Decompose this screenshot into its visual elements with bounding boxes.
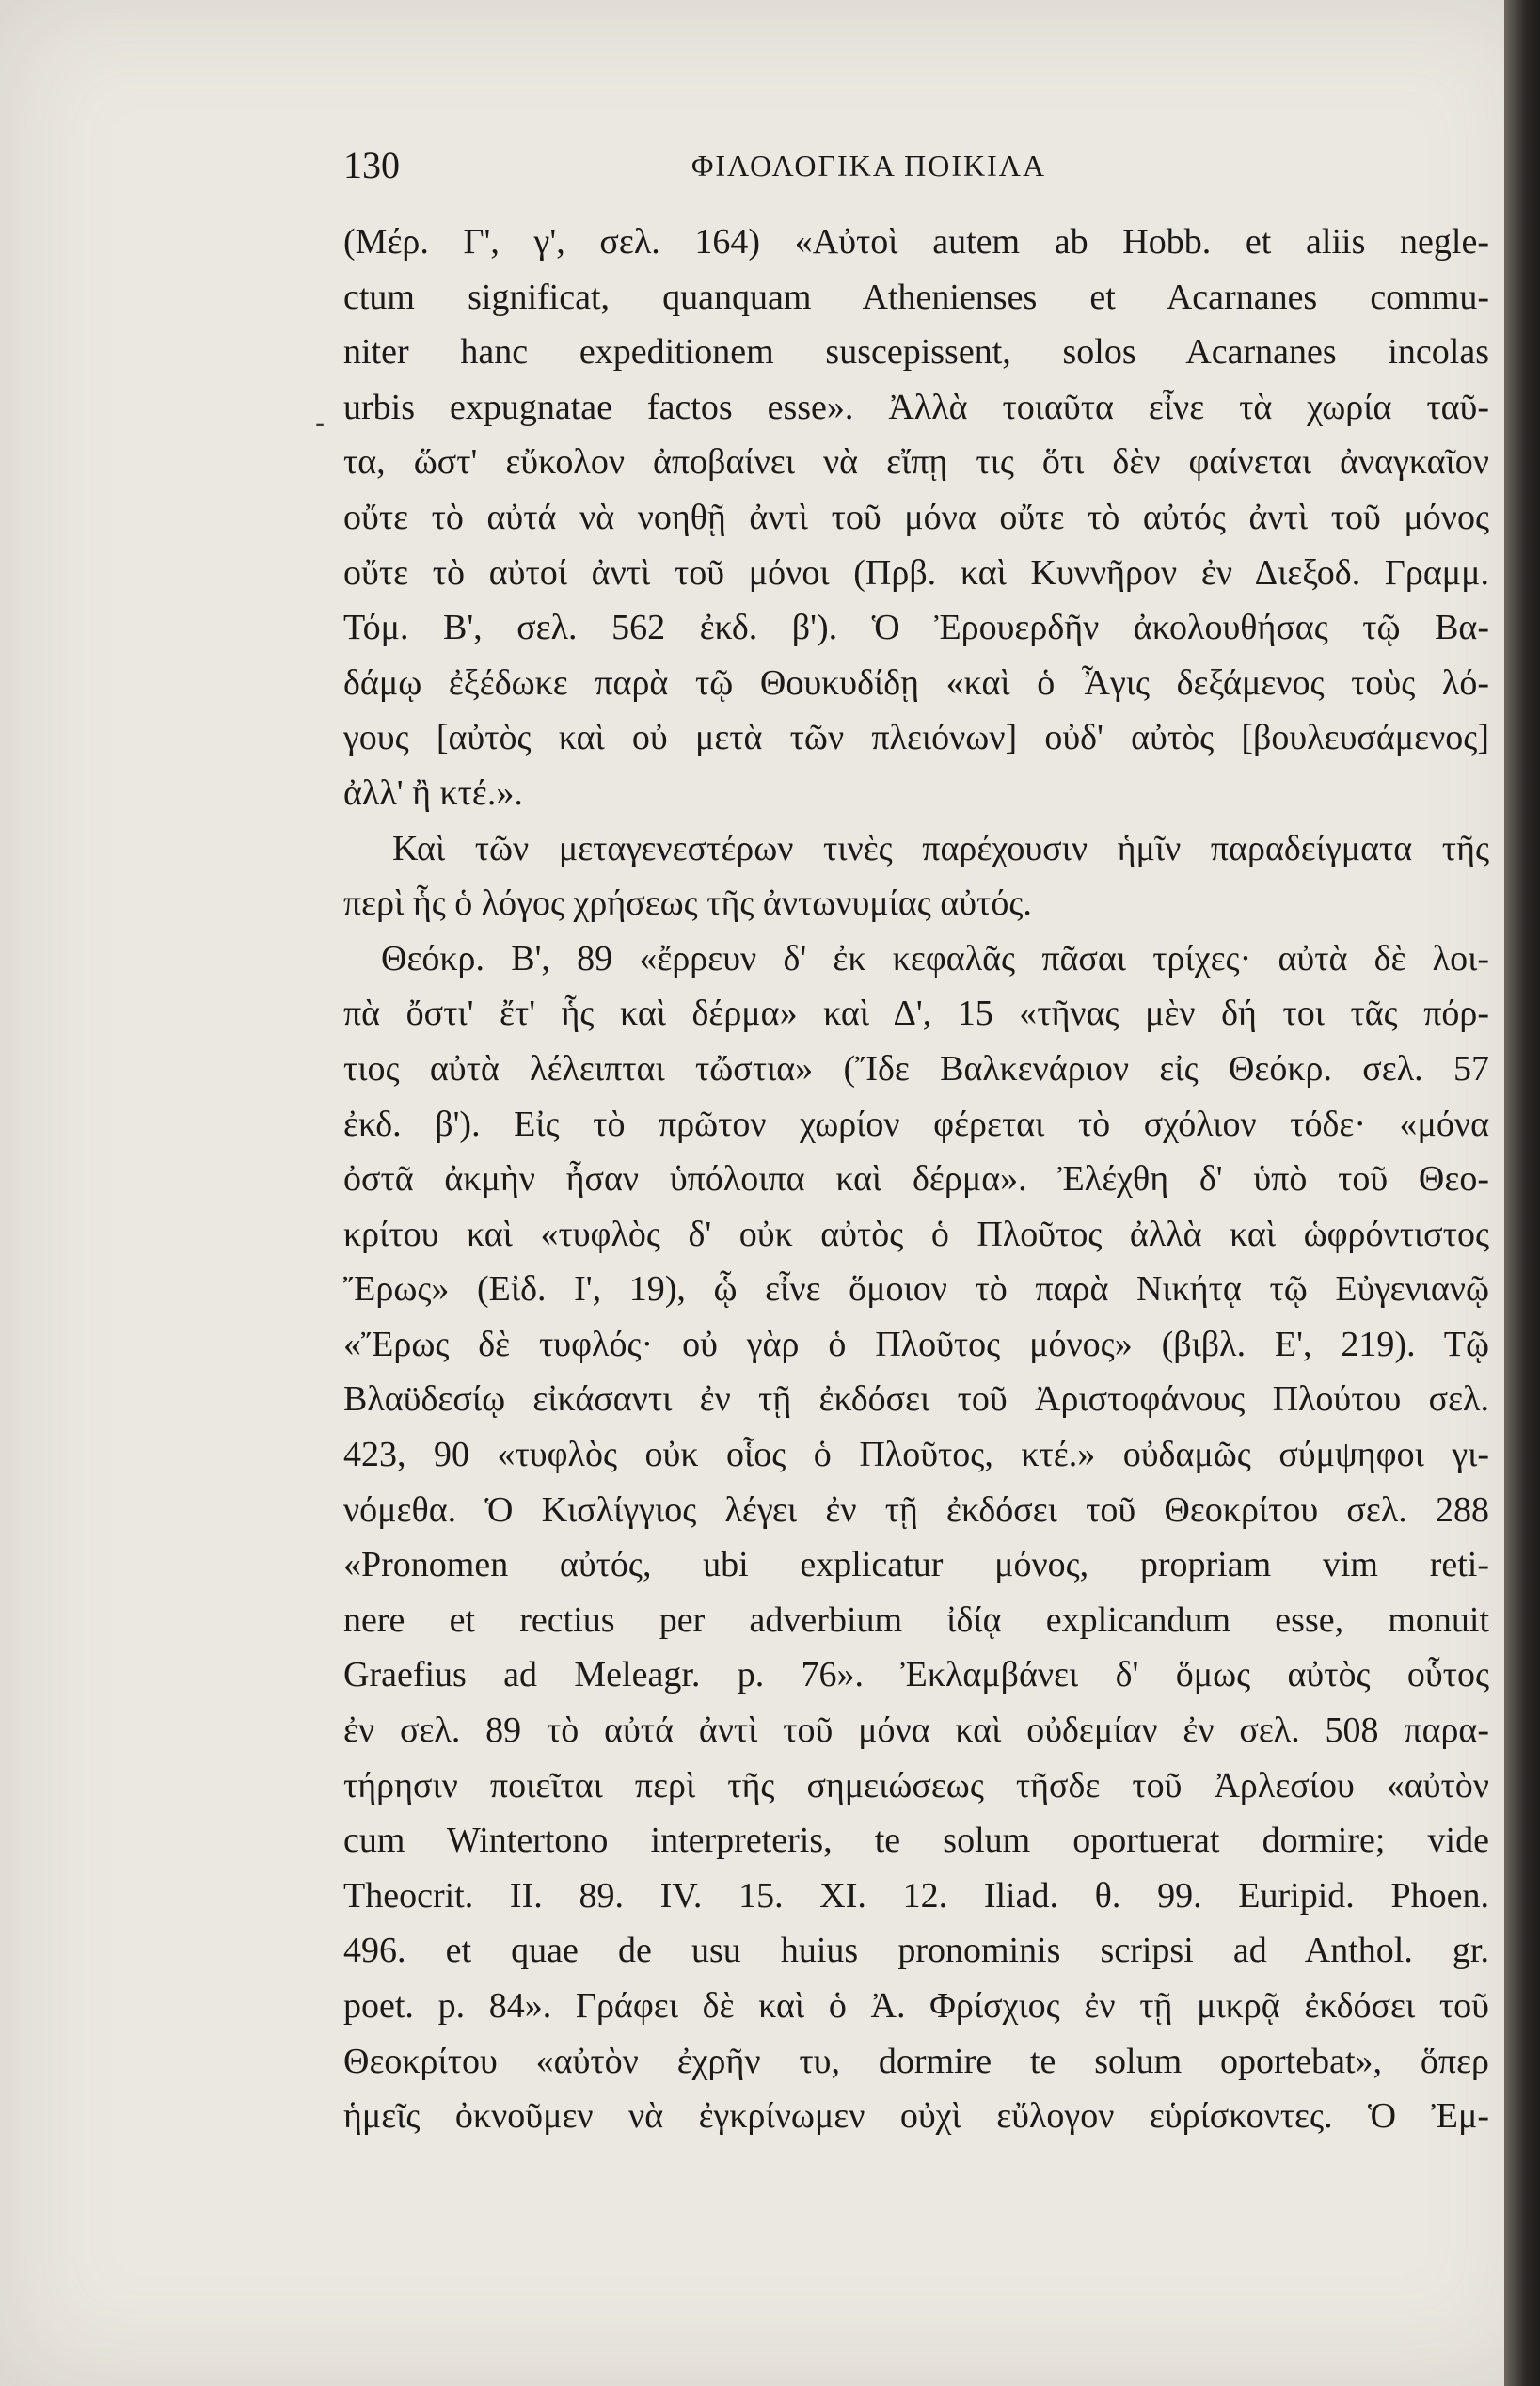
- text-line: περὶ ἧς ὁ λόγος χρήσεως τῆς ἀντωνυμίας αὐτός.: [343, 883, 1032, 924]
- text-line: 423, 90 «τυφλὸς οὐκ οἷος ὁ Πλοῦτος, κτέ.» οὐδαμῶς σύμψηφοι γι-: [343, 1435, 1489, 1475]
- page-header: [343, 143, 1486, 190]
- text-line: Ἔρως» (Εἰδ. Ι', 19), ᾧ εἶνε ὅμοιον τὸ παρὰ Νικήτᾳ τῷ Εὐγενιανῷ: [343, 1269, 1489, 1310]
- text-line: 496. et quae de usu huius pronominis scripsi ad Anthol. gr.: [343, 1931, 1489, 1971]
- text-line: nere et rectius per adverbium ἰδίᾳ explicandum esse, monuit: [343, 1599, 1489, 1640]
- text-line: ὀστᾶ ἀκμὴν ἦσαν ὑπόλοιπα καὶ δέρμα». Ἐλέχθη δ' ὑπὸ τοῦ Θεο-: [343, 1159, 1489, 1200]
- text-line: Θεόκρ. Β', 89 «ἔρρευν δ' ἐκ κεφαλᾶς πᾶσαι τρίχες· αὐτὰ δὲ λοι-: [381, 938, 1489, 978]
- text-line: τα, ὥστ' εὔκολον ἀποβαίνει νὰ εἴπῃ τις ὅτι δὲν φαίνεται ἀναγκαῖον: [343, 442, 1489, 483]
- text-line: Θεοκρίτου «αὐτὸν ἐχρῆν τυ, dormire te solum oportebat», ὅπερ: [343, 2041, 1489, 2081]
- text-line: Τόμ. Β', σελ. 562 ἐκδ. β'). Ὁ Ἐρουερδῆν ἀκολουθήσας τῷ Βα-: [343, 608, 1489, 648]
- text-line: cum Wintertono interpreteris, te solum oportuerat dormire; vide: [343, 1821, 1489, 1861]
- text-line: κρίτου καὶ «τυφλὸς δ' οὐκ αὐτὸς ὁ Πλοῦτος ἀλλὰ καὶ ὡφρόντιστος: [343, 1214, 1489, 1254]
- text-line: ctum significat, quanquam Athenienses et Acarnanes commu-: [343, 277, 1489, 317]
- text-line: ἐκδ. β'). Εἰς τὸ πρῶτον χωρίον φέρεται τὸ σχόλιον τόδε· «μόνα: [343, 1104, 1489, 1144]
- text-line: τήρησιν ποιεῖται περὶ τῆς σημειώσεως τῆσδε τοῦ Ἀρλεσίου «αὐτὸν: [343, 1765, 1489, 1805]
- margin-mark: -: [315, 407, 325, 440]
- text-line: «Ἔρως δὲ τυφλός· οὐ γὰρ ὁ Πλοῦτος μόνος» (βιβλ. Ε', 219). Τῷ: [343, 1324, 1489, 1364]
- text-line: urbis expugnatae factos esse». Ἀλλὰ τοιαῦτα εἶνε τὰ χωρία ταῦ-: [343, 387, 1489, 427]
- text-line: ἐν σελ. 89 τὸ αὐτά ἀντὶ τοῦ μόνα καὶ οὐδεμίαν ἐν σελ. 508 παρα-: [343, 1710, 1489, 1751]
- text-line: Graefius ad Meleagr. p. 76». Ἐκλαμβάνει δ' ὅμως αὐτὸς οὗτος: [343, 1655, 1489, 1695]
- text-line: niter hanc expeditionem suscepissent, solos Acarnanes incolas: [343, 332, 1489, 373]
- text-line: Theocrit. II. 89. IV. 15. XI. 12. Iliad. θ. 99. Euripid. Phoen.: [343, 1875, 1489, 1916]
- text-line: «Pronomen αὐτός, ubi explicatur μόνος, propriam vim reti-: [343, 1545, 1489, 1585]
- running-title: ΦΙΛΟΛΟΓΙΚΑ ΠΟΙΚΙΛΑ: [691, 149, 1047, 183]
- text-line: οὔτε τὸ αὐτοί ἀντὶ τοῦ μόνοι (Πρβ. καὶ Κυννῆρον ἐν Διεξοδ. Γραμμ.: [343, 552, 1489, 593]
- text-line: (Μέρ. Γ', γ', σελ. 164) «Αὐτοὶ autem ab Hobb. et aliis negle-: [343, 222, 1489, 262]
- body-text: [343, 215, 1489, 2144]
- text-line: τιος αὐτὰ λέλειπται τὤστια» (Ἴδε Βαλκενάριον εἰς Θεόκρ. σελ. 57: [343, 1048, 1489, 1089]
- scan-edge: [1504, 0, 1540, 2386]
- text-line: Βλαϋδεσίῳ εἰκάσαντι ἐν τῇ ἐκδόσει τοῦ Ἀριστοφάνους Πλούτου σελ.: [343, 1379, 1489, 1420]
- text-line: Καὶ τῶν μεταγενεστέρων τινὲς παρέχουσιν ἡμῖν παραδείγματα τῆς: [392, 828, 1489, 868]
- text-line: δάμῳ ἐξέδωκε παρὰ τῷ Θουκυδίδῃ «καὶ ὁ Ἆγις δεξάμενος τοὺς λό-: [343, 662, 1489, 703]
- text-line: ἡμεῖς ὀκνοῦμεν νὰ ἐγκρίνωμεν οὐχὶ εὔλογον εὑρίσκοντες. Ὁ Ἐμ-: [343, 2096, 1489, 2137]
- text-line: ἀλλ' ἢ κτέ.».: [343, 772, 523, 813]
- text-line: νόμεθα. Ὁ Κισλίγγιος λέγει ἐν τῇ ἐκδόσει τοῦ Θεοκρίτου σελ. 288: [343, 1489, 1489, 1530]
- text-line: poet. p. 84». Γράφει δὲ καὶ ὁ Ἀ. Φρίσχιος ἐν τῇ μικρᾷ ἐκδόσει τοῦ: [343, 1986, 1489, 2026]
- text-line: οὔτε τὸ αὐτά νὰ νοηθῇ ἀντὶ τοῦ μόνα οὔτε τὸ αὐτός ἀντὶ τοῦ μόνος: [343, 497, 1489, 537]
- text-line: γους [αὐτὸς καὶ οὐ μετὰ τῶν πλειόνων] οὐδ' αὐτὸς [βουλευσάμενος]: [343, 718, 1489, 758]
- text-line: πὰ ὄστι' ἔτ' ἧς καὶ δέρμα» καὶ Δ', 15 «τῆνας μὲν δή τοι τᾶς πόρ-: [343, 994, 1489, 1034]
- page-number: 130: [343, 144, 400, 186]
